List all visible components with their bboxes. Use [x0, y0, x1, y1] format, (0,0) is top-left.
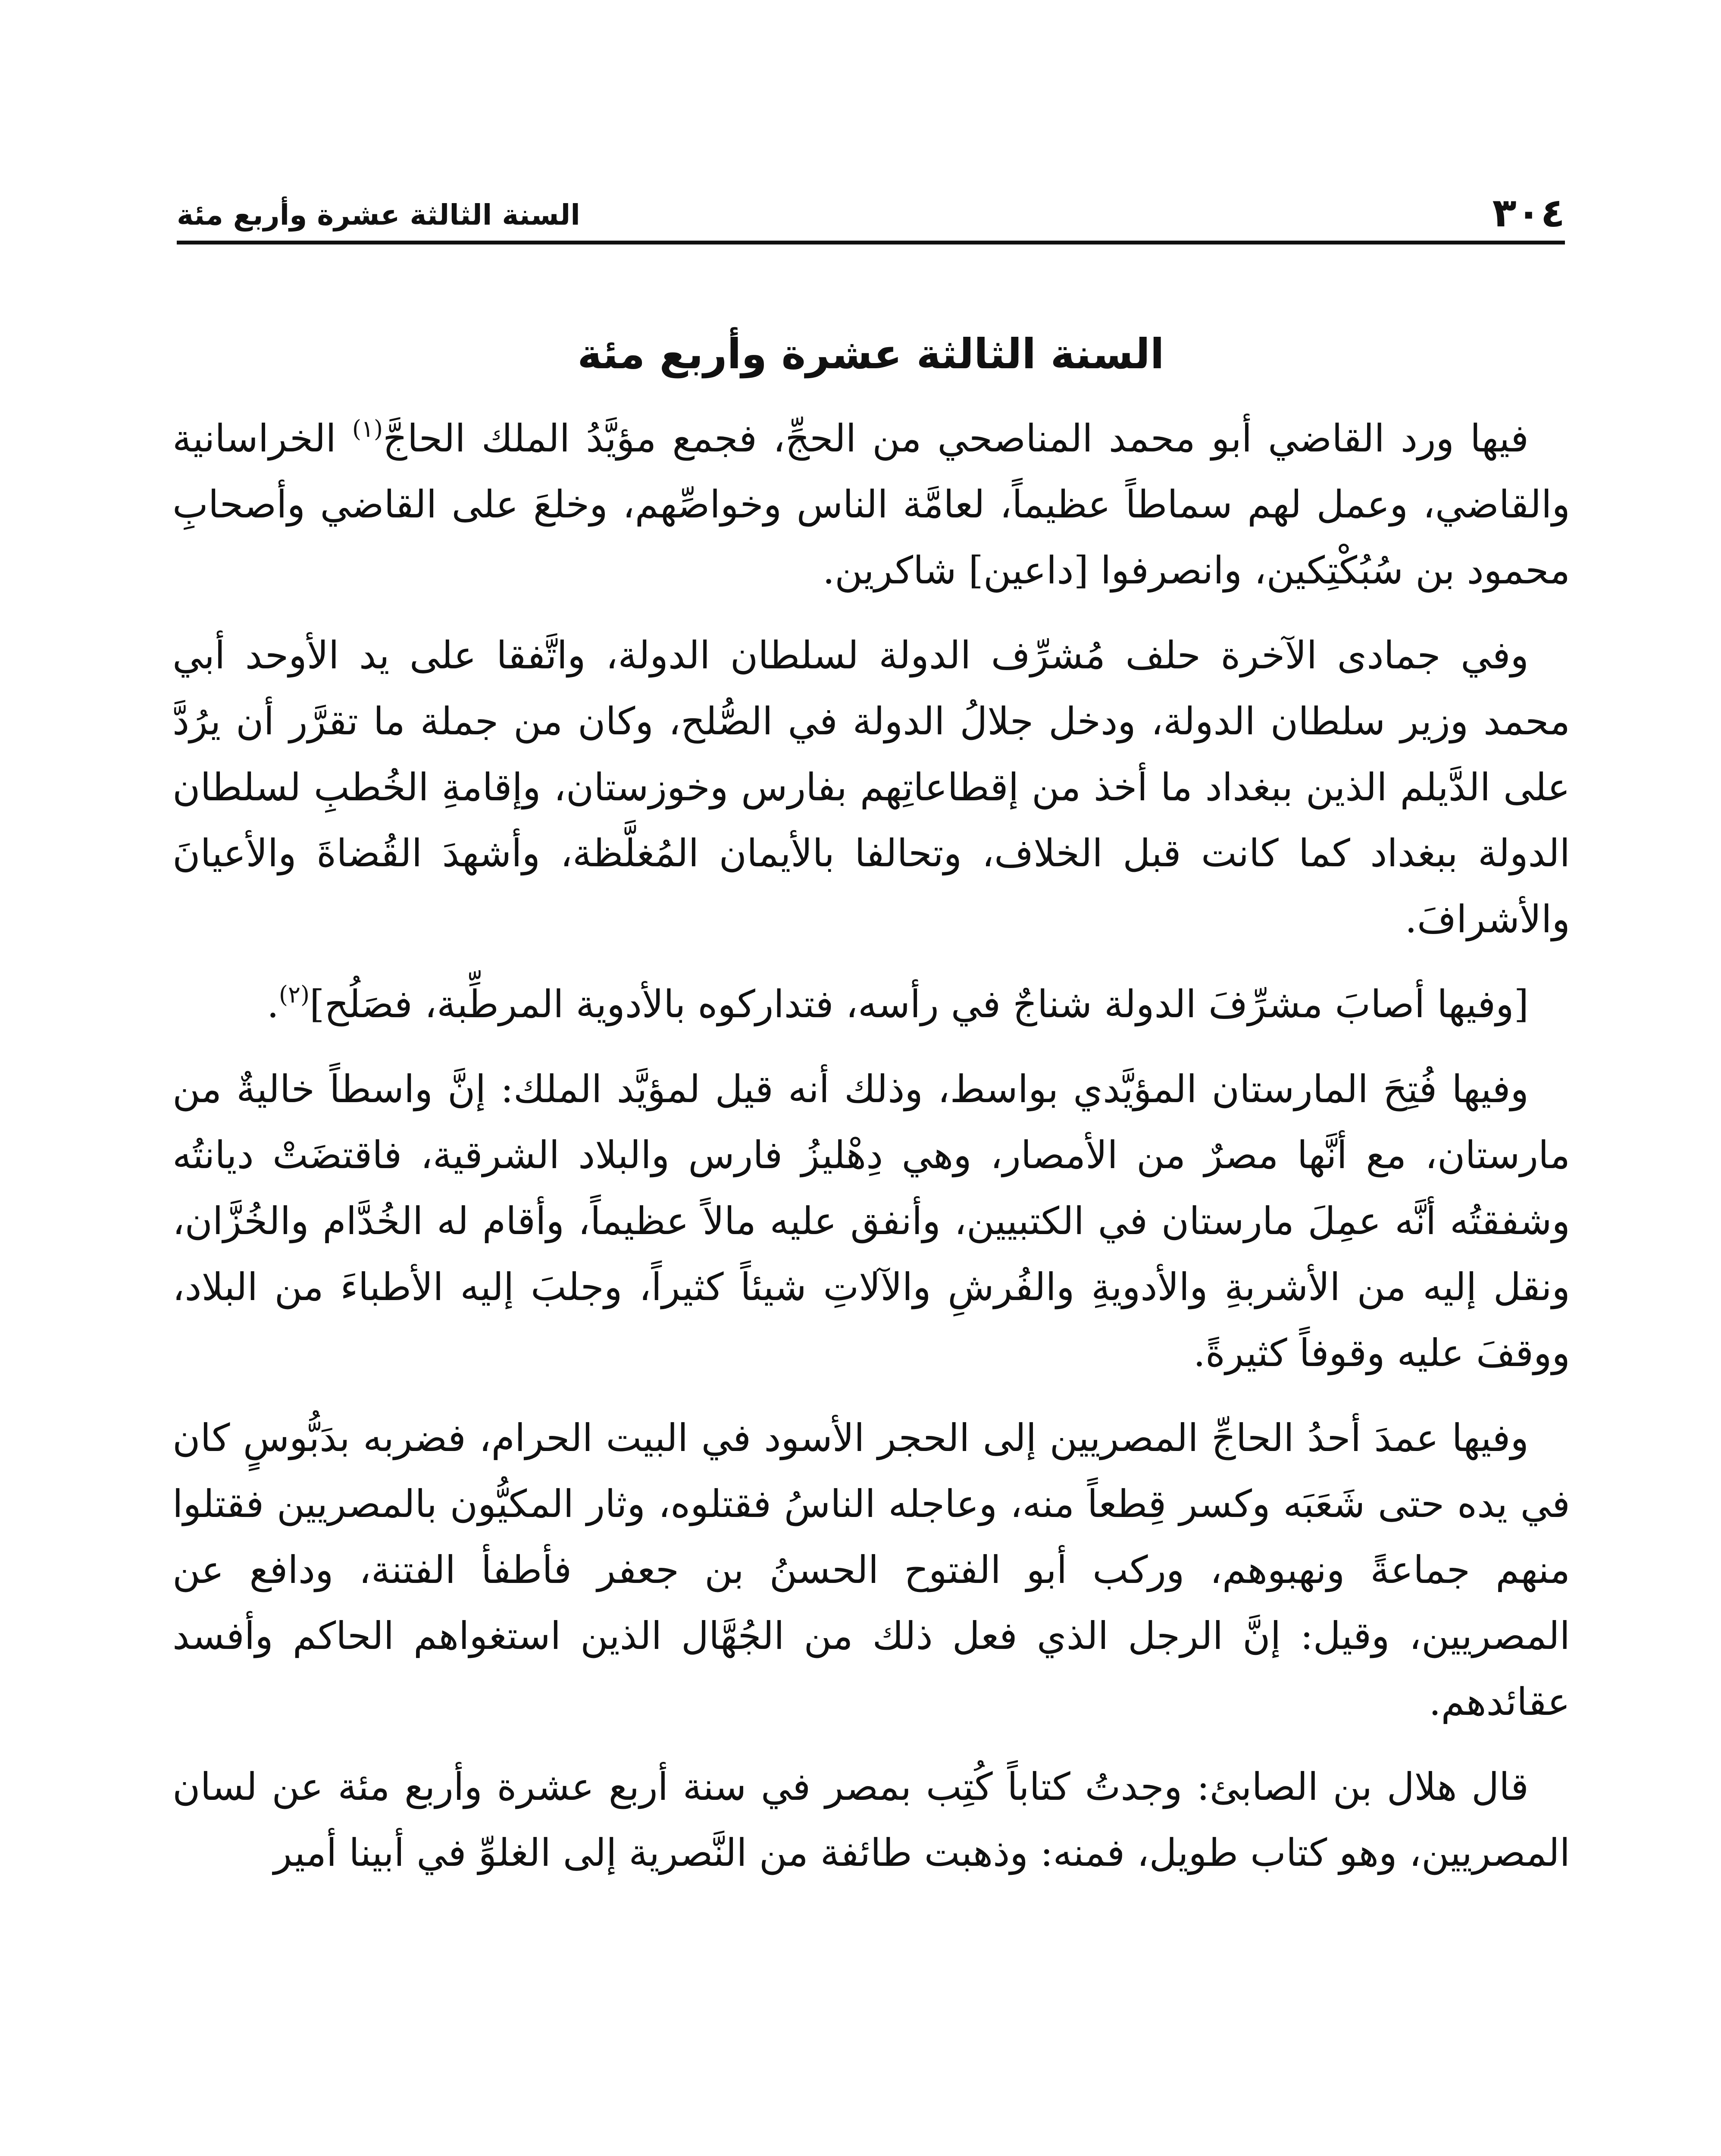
paragraph-1 [172, 405, 1570, 603]
paragraph-3 [172, 971, 1570, 1037]
paragraph-1-text-a: فيها ورد القاضي أبو محمد المناصحي من الحجِّ، فجمع مؤيَّدُ الملك الحاجَّ [383, 416, 1529, 461]
chapter-title: السنة الثالثة عشرة وأربع مئة [577, 330, 1164, 379]
paragraph-2: وفي جمادى الآخرة حلف مُشرِّف الدولة لسلطان الدولة، واتَّفقا على يد الأوحد أبي محمد وزير سلطان الدولة، ودخل جلالُ الدولة في الصُّلح، وكان من جملة ما تقرَّر أن يرُدَّ على الدَّيلم الذين ببغداد ما أخذ من إقطاعاتِهم بفارس وخوزستان، وإقامةِ الخُطبِ لسلطان الدولة ببغداد كما كانت قبل الخلاف، وتحالفا بالأيمان المُغلَّظة، وأشهدَ القُضاةَ والأعيانَ والأشرافَ. [172, 633, 1571, 941]
header-rule [177, 241, 1565, 244]
body-text [172, 405, 1570, 1905]
running-title: السنة الثالثة عشرة وأربع مئة [177, 198, 580, 232]
footnote-ref-2: (٢) [278, 981, 310, 1008]
paragraph-1-text-b: الخراسانية والقاضي، وعمل لهم سماطاً عظيماً، لعامَّة الناس وخواصِّهم، وخلعَ على القاضي وأصحابِ محمود بن سُبُكْتِكين، وانصرفوا [داعين] شاكرين. [172, 416, 1570, 592]
paragraph-6: قال هلال بن الصابئ: وجدتُ كتاباً كُتِب بمصر في سنة أربع عشرة وأربع مئة عن لسان المصريين، وهو كتاب طويل، فمنه: وذهبت طائفة من النَّصرية إلى الغلوِّ في أبينا أمير [172, 1764, 1570, 1875]
paragraph-5: وفيها عمدَ أحدُ الحاجِّ المصريين إلى الحجر الأسود في البيت الحرام، فضربه بدَبُّوسٍ كان في يده حتى شَعَبَه وكسر قِطعاً منه، وعاجله الناسُ فقتلوه، وثار المكيُّون بالمصريين فقتلوا منهم جماعةً ونهبوهم، وركب أبو الفتوح الحسنُ بن جعفر فأطفأ الفتنة، ودافع عن المصريين، وقيل: إنَّ الرجل الذي فعل ذلك من الجُهَّال الذين استغواهم الحاكم وأفسد عقائدهم. [172, 1416, 1570, 1724]
paragraph-3-text-b: . [266, 982, 279, 1026]
page-number: ٣٠٤ [1492, 190, 1565, 236]
footnote-ref-1: (١) [352, 415, 383, 442]
paragraph-3-text-a: [وفيها أصابَ مشرِّفَ الدولة شناجٌ في رأسه، فتداركوه بالأدوية المرطِّبة، فصَلُح] [310, 982, 1529, 1026]
running-header [177, 164, 1565, 236]
paragraph-4: وفيها فُتِحَ المارستان المؤيَّدي بواسط، وذلك أنه قيل لمؤيَّد الملك: إنَّ واسطاً خاليةٌ من مارستان، مع أنَّها مصرٌ من الأمصار، وهي دِهْليزُ فارس والبلاد الشرقية، فاقتضَتْ ديانتُه وشفقتُه أنَّه عمِلَ مارستان في الكتبيين، وأنفق عليه مالاً عظيماً، وأقام له الخُدَّام والخُزَّان، ونقل إليه من الأشربةِ والأدويةِ والفُرشِ والآلاتِ شيئاً كثيراً، وجلبَ إليه الأطباءَ من البلاد، ووقفَ عليه وقوفاً كثيرةً. [172, 1067, 1571, 1375]
